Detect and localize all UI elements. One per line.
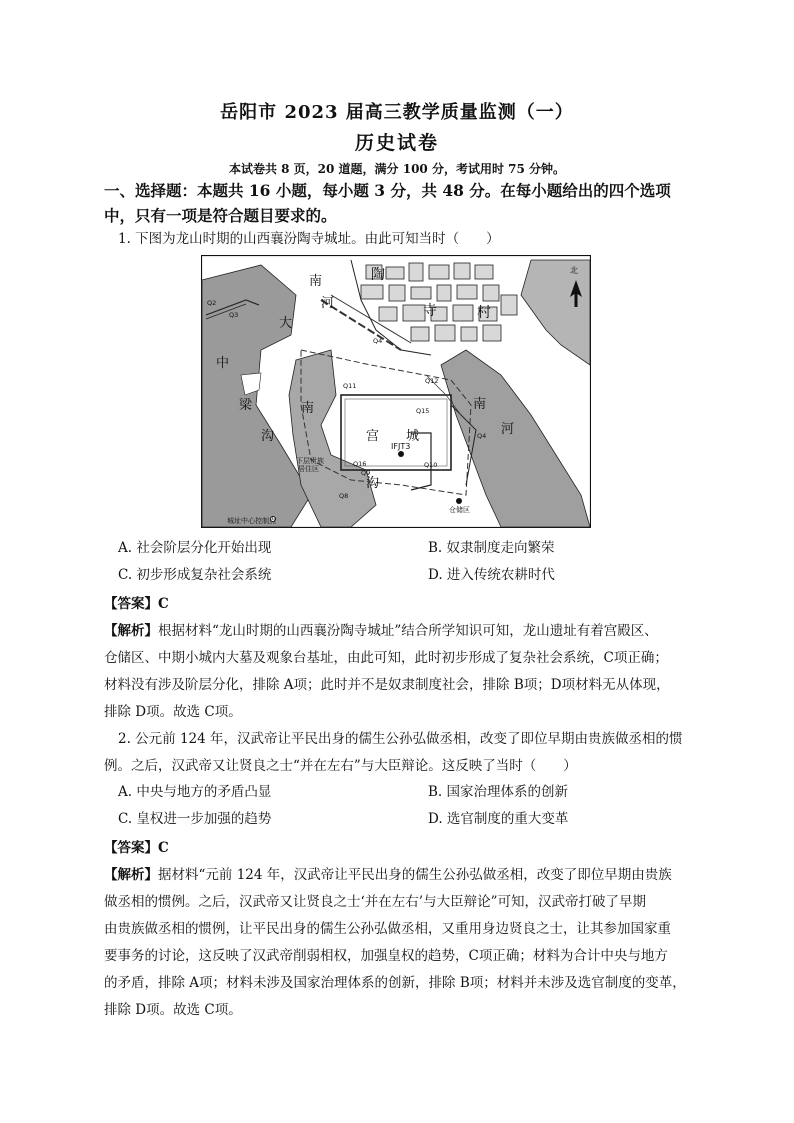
map-label-q4: Q4	[373, 337, 383, 345]
q1-analysis-line4: 排除 D项。故选 C项。	[104, 704, 242, 720]
map-label-he-top: 河	[321, 296, 335, 311]
exam-title: 岳阳市 2023 届高三教学质量监测（一）	[220, 102, 574, 123]
map-label-si: 寺	[423, 303, 437, 319]
q2-option-b: B. 国家治理体系的创新	[428, 784, 569, 800]
map-label-residence1: 下层贵族	[296, 457, 324, 465]
q1-analysis-line3: 材料没有涉及阶层分化，排除 A项；此时并不是奴隶制度社会，排除 B项；D项材料无从体现，	[104, 677, 670, 693]
q2-option-a: A. 中央与地方的矛盾凸显	[118, 784, 272, 800]
map-label-cheng: 城	[406, 429, 420, 444]
map-label-gou: 沟	[261, 429, 275, 444]
q1-answer-tag: 【答案】	[104, 596, 158, 612]
q1-answer-value: C	[158, 596, 169, 612]
q2-analysis-line2: 做丞相的惯例。之后，汉武帝又让贤良之士‘并在左右’与大臣辩论”可知，汉武帝打破了早期	[104, 894, 646, 910]
map-label-he-right: 河	[501, 422, 515, 437]
q2-answer	[104, 836, 169, 856]
q2-answer-tag: 【答案】	[104, 840, 158, 856]
exam-subject: 历史试卷	[354, 132, 439, 154]
map-label-cun: 村	[477, 305, 491, 321]
q1-option-d: D. 进入传统农耕时代	[428, 567, 555, 583]
q2-option-d: D. 选官制度的重大变革	[428, 811, 569, 827]
map-label-liang: 梁	[239, 398, 253, 413]
map-label-q10: Q10	[424, 461, 438, 469]
q2-analysis-tag: 【解析】	[104, 867, 158, 883]
map-label-q15: Q15	[416, 407, 430, 415]
q1-analysis-tag: 【解析】	[104, 623, 158, 639]
q2-analysis-line3: 由贵族做丞相的惯例，让平民出身的儒生公孙弘做丞相，又重用身边贤良之士，让其参加国家重	[104, 921, 671, 937]
q1-option-b: B. 奴隶制度走向繁荣	[428, 540, 555, 556]
map-label-residence2: 居住区	[298, 465, 319, 473]
map-label-control: 城址中心控制点	[227, 517, 276, 525]
q2-analysis-line5: 的矛盾，排除 A项；材料未涉及国家治理体系的创新，排除 B项；材料并未涉及选官制度的变革，	[104, 975, 686, 991]
map-label-q16: Q16	[353, 460, 367, 468]
q2-answer-value: C	[158, 840, 169, 856]
map-label-zhong: 中	[216, 356, 230, 371]
q2-stem-line2: 例。之后，汉武帝又让贤良之士“并在左右”与大臣辩论。这反映了当时（ ）	[104, 758, 577, 774]
map-label-q3: Q3	[229, 311, 239, 319]
map-label-q2: Q2	[207, 299, 217, 307]
q1-stem: 1. 下图为龙山时期的山西襄汾陶寺城址。由此可知当时（ ）	[118, 231, 500, 247]
taosi-site-map	[201, 255, 591, 528]
map-label-nanhe-top: 南	[309, 274, 323, 289]
section-heading-line2: 中，只有一项是符合题目要求的。	[104, 206, 337, 225]
q2-analysis-line4: 要事务的讨论，这反映了汉武帝削弱相权，加强皇权的趋势，C项正确；材料为合计中央与地方	[104, 948, 668, 964]
q1-option-a: A. 社会阶层分化开始出现	[118, 540, 272, 556]
map-label-da: 大	[279, 316, 293, 331]
map-label-q8: Q8	[339, 492, 349, 500]
q2-analysis-text1: 据材料“元前 124 年，汉武帝让平民出身的儒生公孙弘做丞相，改变了即位早期由贵族	[158, 867, 672, 883]
q1-analysis-text1: 根据材料“龙山时期的山西襄汾陶寺城址”结合所学知识可知，龙山遗址有着宫殿区、	[158, 623, 658, 639]
map-label-q12: Q12	[425, 377, 439, 385]
q2-option-c: C. 皇权进一步加强的趋势	[118, 811, 272, 827]
map-label-nan-mid: 南	[301, 401, 315, 416]
q1-analysis-line1	[104, 618, 700, 645]
map-label-nan-right: 南	[473, 397, 487, 412]
map-label-ifjt3: IFJT3	[391, 442, 411, 451]
map-label-gong: 宫	[366, 429, 380, 444]
map-label-storage: 仓储区	[449, 506, 470, 514]
map-label-gou2: 沟	[366, 476, 380, 491]
map-label-q9: Q9	[361, 469, 371, 477]
q1-option-c: C. 初步形成复杂社会系统	[118, 567, 272, 583]
q1-answer	[104, 592, 169, 612]
q2-analysis-line6: 排除 D项。故选 C项。	[104, 1002, 242, 1018]
map-label-tao: 陶	[371, 267, 385, 283]
q2-analysis-line1	[104, 862, 700, 889]
map-label-q4b: Q4	[477, 432, 487, 440]
exam-note: 本试卷共 8 页，20 道题，满分 100 分，考试用时 75 分钟。	[228, 162, 566, 176]
q2-stem-line1: 2. 公元前 124 年，汉武帝让平民出身的儒生公孙弘做丞相，改变了即位早期由贵族做丞相的惯	[118, 731, 683, 747]
north-label: 北	[570, 266, 578, 275]
section-heading-line1: 一、选择题：本题共 16 小题，每小题 3 分，共 48 分。在每小题给出的四个选项	[104, 181, 671, 200]
map-label-q11: Q11	[343, 382, 357, 390]
q1-analysis-line2: 仓储区、中期小城内大墓及观象台基址，由此可知，此时初步形成了复杂社会系统，C项正确；	[104, 650, 668, 666]
